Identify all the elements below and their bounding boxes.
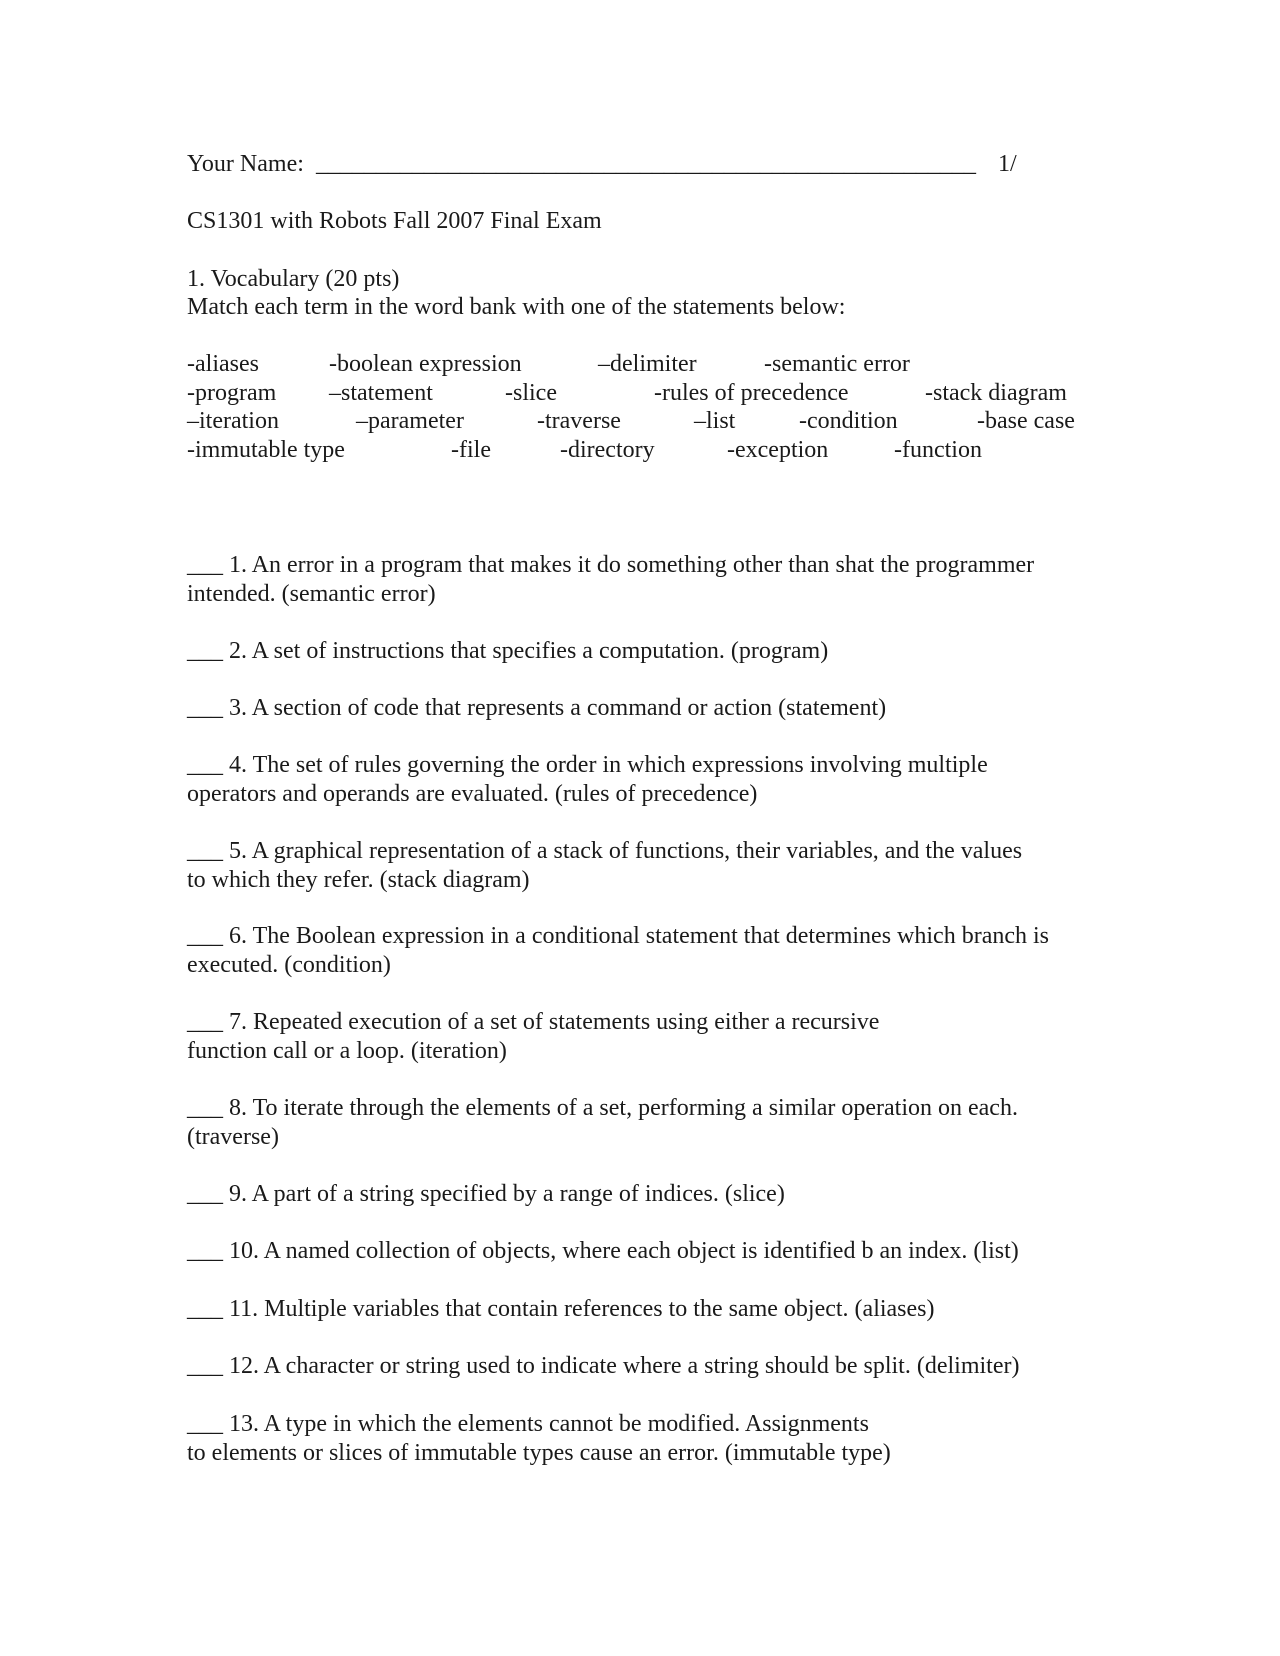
question-item [187, 1352, 1087, 1381]
question-text: 11. Multiple variables that contain references to the same object. (aliases) [223, 1296, 935, 1322]
question-text: 2. A set of instructions that specifies a computation. (program) [223, 638, 829, 664]
question-text-cont: (traverse) [187, 1123, 279, 1150]
name-line: _______________________________________________________ [316, 151, 976, 177]
question-item [187, 1410, 1087, 1467]
question-item [187, 1008, 1087, 1065]
word-bank-term: –statement [329, 380, 433, 406]
word-bank-term: –delimiter [598, 351, 697, 377]
word-bank-term: -stack diagram [925, 380, 1067, 406]
question-text: 10. A named collection of objects, where each object is identified b an index. (list) [223, 1238, 1019, 1264]
word-bank-term: -aliases [187, 351, 259, 377]
answer-blank[interactable]: ___ [187, 1238, 223, 1264]
page-mark: 1/ [998, 151, 1017, 177]
answer-blank[interactable]: ___ [187, 638, 223, 664]
question-text-cont: intended. (semantic error) [187, 580, 436, 607]
question-item [187, 1237, 1087, 1266]
word-bank-term: –iteration [187, 408, 279, 434]
question-text: 7. Repeated execution of a set of statements using either a recursive [223, 1009, 880, 1035]
word-bank-term: -condition [799, 408, 898, 434]
question-text-cont: to which they refer. (stack diagram) [187, 866, 530, 893]
answer-blank[interactable]: ___ [187, 838, 223, 864]
question-text: 9. A part of a string specified by a range of indices. (slice) [223, 1181, 785, 1207]
question-text-cont: to elements or slices of immutable types cause an error. (immutable type) [187, 1439, 891, 1466]
answer-blank[interactable]: ___ [187, 552, 223, 578]
exam-title: CS1301 with Robots Fall 2007 Final Exam [187, 208, 602, 234]
word-bank-term: -directory [560, 437, 655, 463]
answer-blank[interactable]: ___ [187, 1296, 223, 1322]
word-bank-term: -exception [727, 437, 829, 463]
word-bank-term: -program [187, 380, 277, 406]
word-bank-term: -slice [505, 380, 557, 406]
word-bank-term: -file [451, 437, 491, 463]
question-text: 13. A type in which the elements cannot be modified. Assignments [223, 1411, 869, 1437]
question-item [187, 837, 1087, 894]
question-text: 6. The Boolean expression in a conditional statement that determines which branch is [223, 923, 1050, 949]
section-instructions: Match each term in the word bank with one of the statements below: [187, 294, 846, 320]
question-item [187, 922, 1087, 979]
question-item [187, 1180, 1087, 1209]
answer-blank[interactable]: ___ [187, 752, 223, 778]
answer-blank[interactable]: ___ [187, 923, 223, 949]
question-text-cont: executed. (condition) [187, 951, 391, 978]
question-text: 1. An error in a program that makes it do something other than shat the programmer [223, 552, 1035, 578]
word-bank-term: -function [894, 437, 982, 463]
question-item [187, 694, 1087, 723]
word-bank-term: -rules of precedence [654, 380, 849, 406]
answer-blank[interactable]: ___ [187, 1009, 223, 1035]
question-item [187, 751, 1087, 808]
word-bank-term: -boolean expression [329, 351, 522, 377]
answer-blank[interactable]: ___ [187, 1095, 223, 1121]
name-label: Your Name: [187, 151, 304, 177]
question-text-cont: operators and operands are evaluated. (rules of precedence) [187, 780, 758, 807]
question-text-cont: function call or a loop. (iteration) [187, 1037, 507, 1064]
word-bank-term: -semantic error [764, 351, 910, 377]
question-item [187, 1295, 1087, 1324]
question-text: 12. A character or string used to indicate where a string should be split. (delimiter) [223, 1353, 1020, 1379]
question-text: 5. A graphical representation of a stack of functions, their variables, and the values [223, 838, 1023, 864]
question-item [187, 637, 1087, 666]
word-bank-term: -traverse [537, 408, 621, 434]
answer-blank[interactable]: ___ [187, 1181, 223, 1207]
word-bank-term: –parameter [356, 408, 464, 434]
question-item [187, 551, 1087, 608]
word-bank-term: -immutable type [187, 437, 345, 463]
answer-blank[interactable]: ___ [187, 695, 223, 721]
word-bank-term: –list [694, 408, 736, 434]
question-text: 4. The set of rules governing the order in which expressions involving multiple [223, 752, 988, 778]
answer-blank[interactable]: ___ [187, 1353, 223, 1379]
word-bank-term: -base case [977, 408, 1075, 434]
question-text: 8. To iterate through the elements of a set, performing a similar operation on each. [223, 1095, 1018, 1121]
question-text: 3. A section of code that represents a command or action (statement) [223, 695, 887, 721]
question-item [187, 1094, 1087, 1151]
answer-blank[interactable]: ___ [187, 1411, 223, 1437]
section-heading: 1. Vocabulary (20 pts) [187, 266, 400, 292]
